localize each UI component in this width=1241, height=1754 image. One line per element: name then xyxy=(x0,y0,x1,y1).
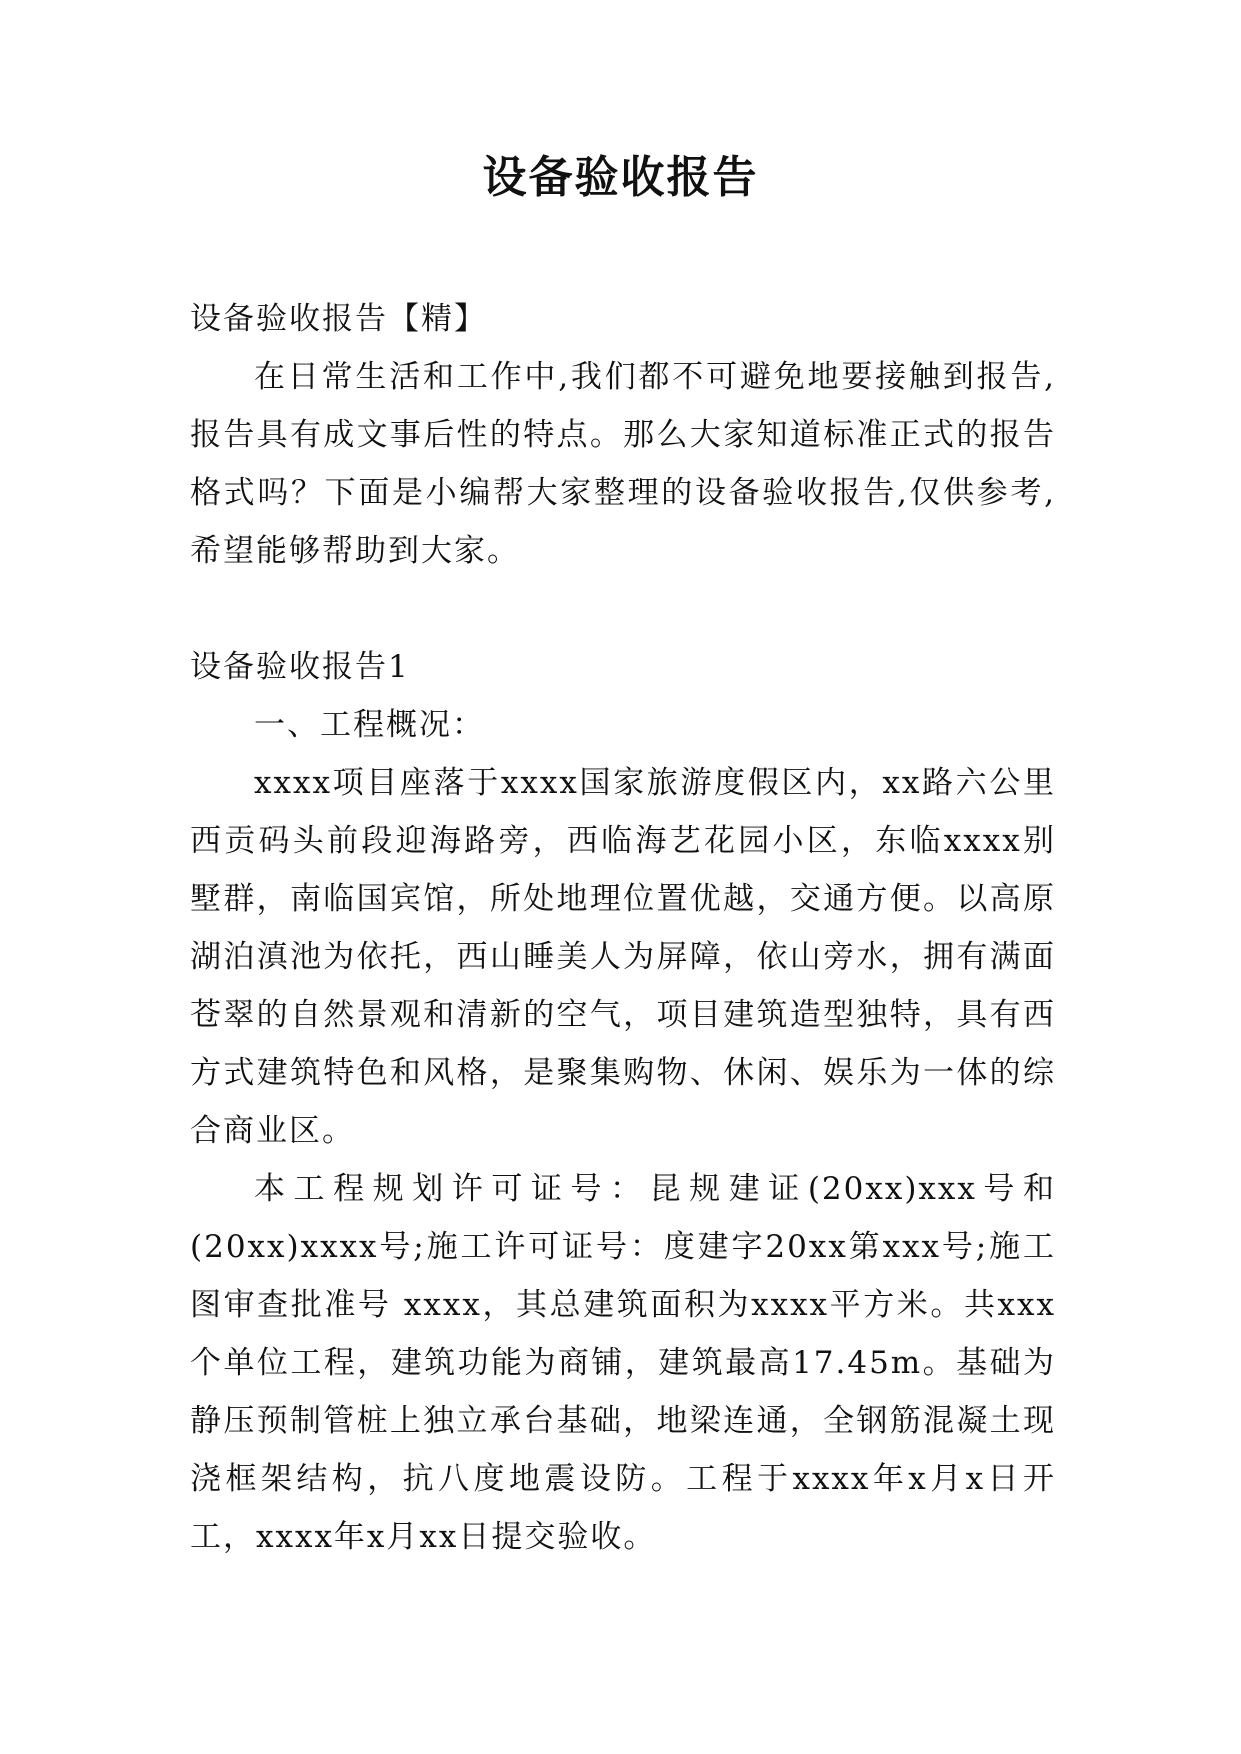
project-overview-paragraph: xxxx项目座落于xxxx国家旅游度假区内，xx路六公里西贡码头前段迎海路旁，西临海艺花园小区，东临xxxx别墅群，南临国宾馆，所处地理位置优越，交通方便。以高原湖泊滇池为依托，西山睡美人为屏障，依山旁水，拥有满面苍翠的自然景观和清新的空气，项目建筑造型独特，具有西方式建筑特色和风格，是聚集购物、休闲、娱乐为一体的综合商业区。 xyxy=(190,765,1056,1149)
document-body xyxy=(190,290,1056,1566)
document-title: 设备验收报告 xyxy=(482,152,759,203)
document-subtitle: 设备验收报告【精】 xyxy=(190,301,487,337)
intro-paragraph: 在日常生活和工作中,我们都不可避免地要接触到报告,报告具有成文事后性的特点。那么大家知道标准正式的报告格式吗？下面是小编帮大家整理的设备验收报告,仅供参考,希望能够帮助到大家。 xyxy=(190,359,1056,569)
permit-details-paragraph: 本工程规划许可证号：昆规建证(20xx)xxx号和(20xx)xxxx号;施工许可证号：度建字20xx第xxx号;施工图审查批准号 xxxx，其总建筑面积为xxxx平方米。共xxx个单位工程，建筑功能为商铺，建筑最高17.45m。基础为静压预制管桩上独立承台基础，地梁连通，全钢筋混凝土现浇框架结构，抗八度地震设防。工程于xxxx年x月x日开工，xxxx年x月xx日提交验收。 xyxy=(190,1171,1056,1555)
paragraph-spacer xyxy=(190,580,1056,638)
section-title: 设备验收报告1 xyxy=(190,649,410,685)
subsection-title: 一、工程概况： xyxy=(254,707,485,743)
